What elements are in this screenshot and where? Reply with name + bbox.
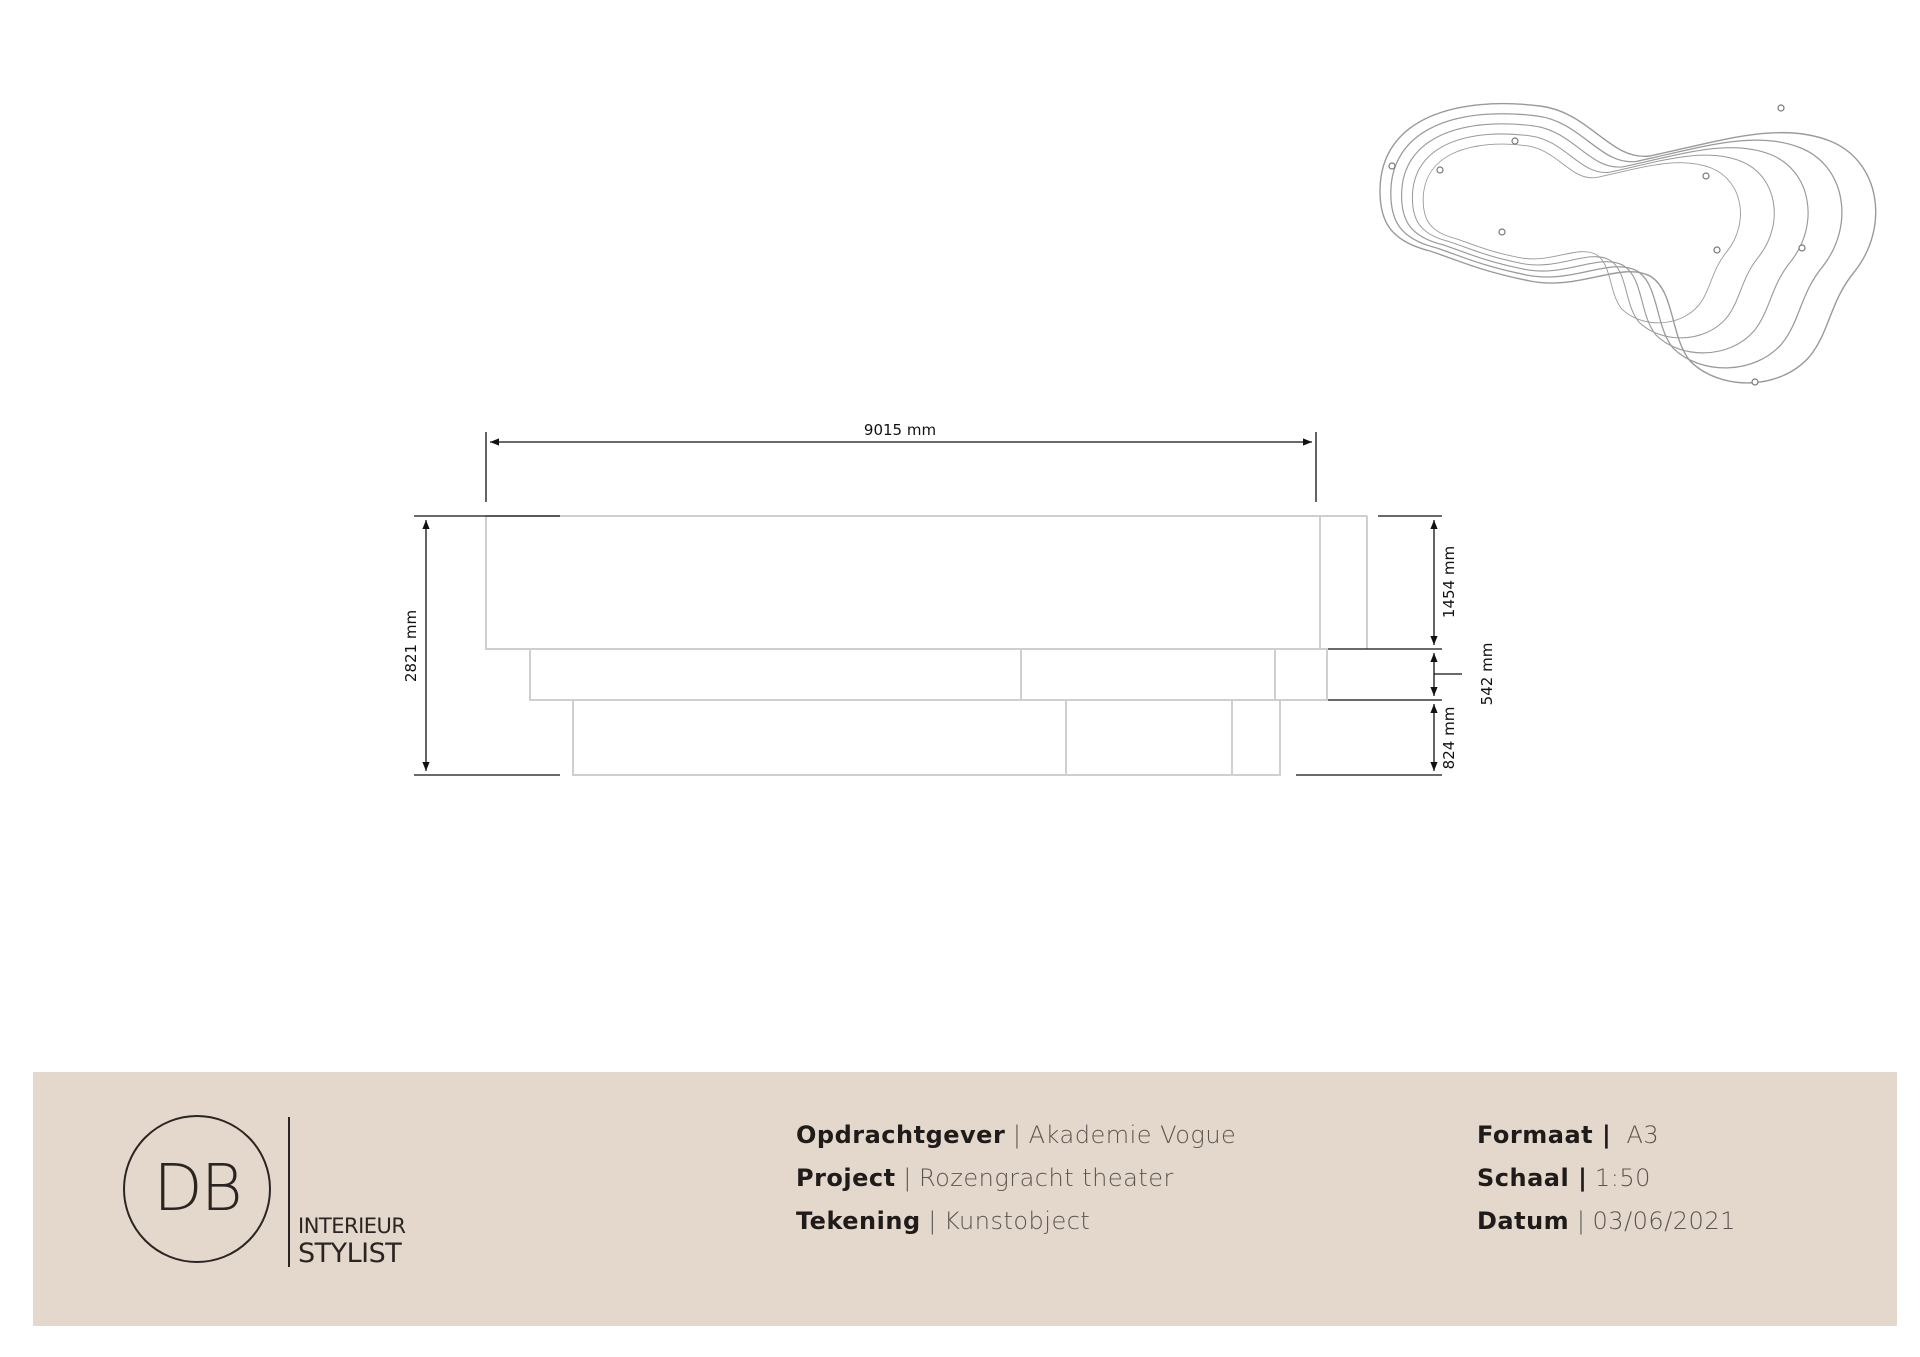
logo-monogram: DB	[153, 1152, 241, 1226]
title-block	[33, 1072, 1897, 1326]
info-value: Akademie Vogue	[1028, 1121, 1237, 1149]
info-separator	[1587, 1164, 1595, 1192]
sheet-info	[1477, 1114, 1736, 1243]
dim-middle-tier-height: 542 mm	[1478, 642, 1496, 706]
dimension-lines	[414, 432, 1462, 775]
info-value: 03/06/2021	[1592, 1207, 1736, 1235]
info-key: Formaat |	[1477, 1121, 1612, 1149]
info-separator: |	[1569, 1207, 1593, 1235]
info-row-format	[1477, 1114, 1736, 1157]
logo-circle	[123, 1115, 271, 1263]
dim-top-tier-height: 1454 mm	[1440, 545, 1458, 619]
logo-line-interieur: INTERIEUR	[298, 1214, 406, 1238]
dim-overall-height: 2821 mm	[402, 609, 420, 683]
info-separator: |	[920, 1207, 944, 1235]
info-key: Opdrachtgever	[796, 1121, 1006, 1149]
dim-overall-width: 9015 mm	[863, 421, 937, 439]
info-value: 1:50	[1594, 1164, 1651, 1192]
logo-line-stylist: STYLIST	[298, 1238, 402, 1269]
info-key: Datum	[1477, 1207, 1570, 1235]
elevation-blocks	[486, 516, 1367, 775]
dimension-labels	[402, 421, 1496, 769]
info-row-project	[796, 1157, 1236, 1200]
info-value: Rozengracht theater	[918, 1164, 1174, 1192]
info-row-client	[796, 1114, 1236, 1157]
project-info	[796, 1114, 1236, 1243]
info-separator: |	[895, 1164, 919, 1192]
info-separator	[1611, 1121, 1626, 1149]
logo-divider	[288, 1117, 290, 1267]
info-key: Tekening	[796, 1207, 921, 1235]
info-row-drawing	[796, 1200, 1236, 1243]
info-separator: |	[1005, 1121, 1029, 1149]
info-row-date	[1477, 1200, 1736, 1243]
info-value: A3	[1626, 1121, 1660, 1149]
plan-view-outline	[1380, 104, 1876, 383]
dim-bottom-tier-height: 824 mm	[1440, 706, 1458, 770]
info-row-scale	[1477, 1157, 1736, 1200]
info-key: Schaal |	[1477, 1164, 1588, 1192]
info-key: Project	[796, 1164, 896, 1192]
info-value: Kunstobject	[943, 1207, 1091, 1235]
